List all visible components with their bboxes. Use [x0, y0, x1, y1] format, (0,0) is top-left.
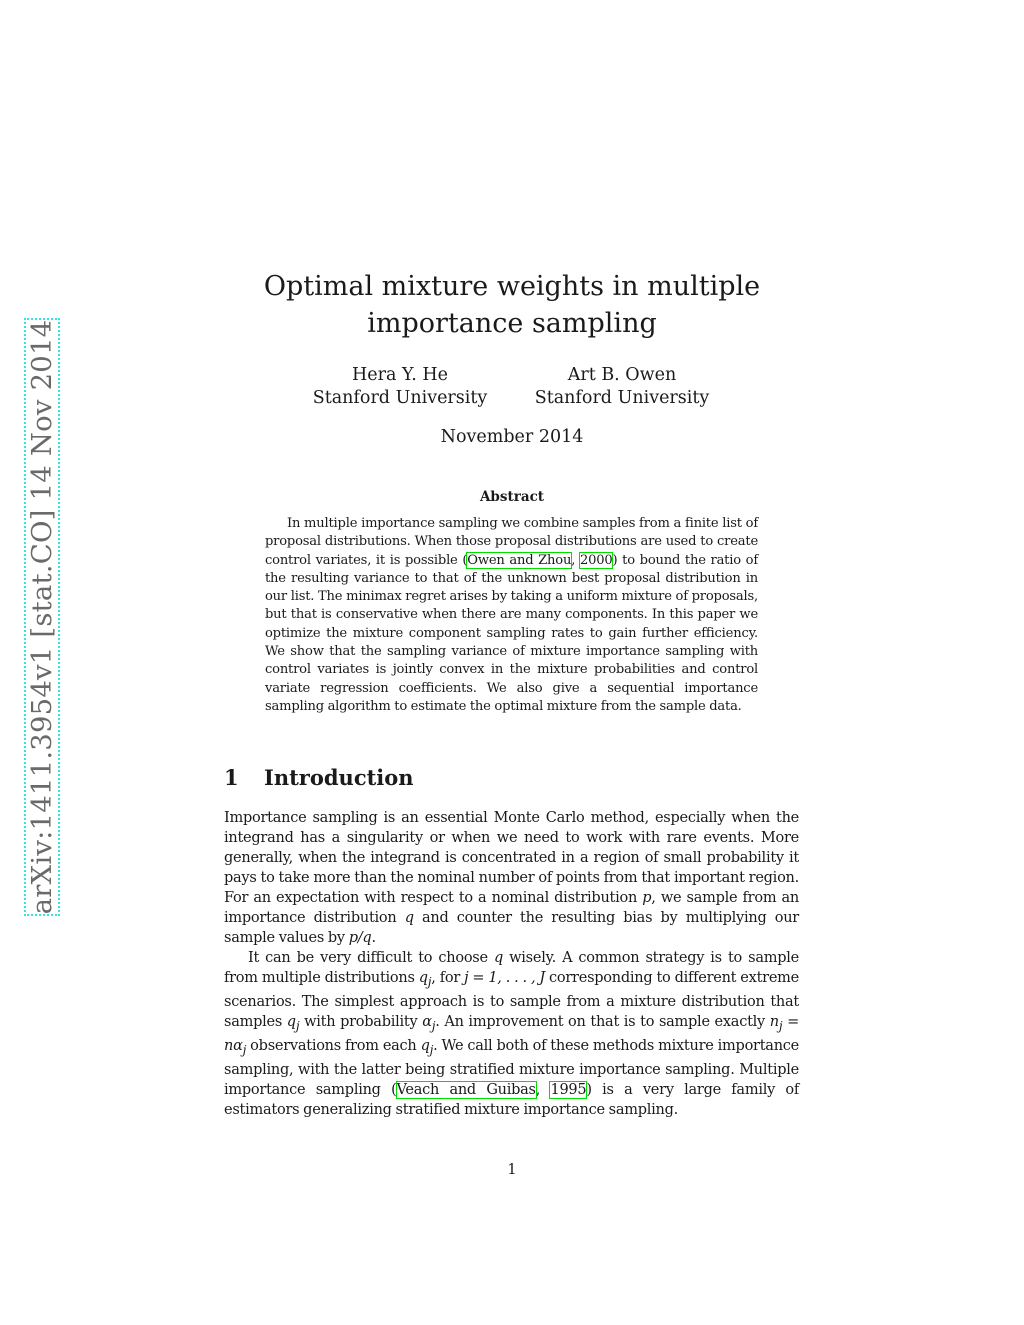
text-run: ) is a very large family of estimators generalizing stratified mixture importance sampling.	[224, 1081, 799, 1118]
text-run: wisely. A common strategy is to sample from multiple distributions	[224, 950, 799, 986]
citation-separator: ,	[535, 1081, 551, 1098]
author-block	[522, 364, 722, 410]
math-subscript: j	[429, 1042, 434, 1057]
math-expression: = nα	[224, 1013, 800, 1054]
abstract-heading: Abstract	[479, 489, 545, 505]
section-heading	[224, 765, 414, 790]
text-run: with probability	[299, 1013, 423, 1030]
text-run: Importance sampling is an essential Monte Carlo method, especially when the integrand has a singularity or when we need to work with rare events. More generally, when the integrand is concentrated in a region of small probability it pays to take more than the nominal number of points from that important region. For an expectation with respect to a nominal distribution	[224, 810, 799, 906]
citation-year-link[interactable]	[580, 553, 613, 568]
text-run: . We call both of these methods mixture importance sampling, with the latter being stratified mixture importance sampling. Multiple importance sampling (	[224, 1037, 799, 1098]
abstract-text-part: ) to bound the ratio of the resulting variance to that of the unknown best proposal distribution in our list. The minimax regret arises by taking a uniform mixture of proposals, but that is conservative when there are many components. In this paper we optimize the mixture component sampling rates to gain further efficiency. We show that the sampling variance of mixture importance sampling with control variates is jointly convex in the mixture probabilities and control variate regression coefficients. We also give a sequential importance sampling algorithm to estimate the optimal mixture from the sample data.	[265, 552, 759, 714]
paragraph	[224, 808, 799, 948]
citation-year-link[interactable]	[550, 1082, 586, 1098]
math-symbol: q	[286, 1013, 296, 1030]
text-run: It can be very difficult to choose	[248, 950, 494, 966]
citation-year: 2000	[579, 552, 613, 568]
math-subscript: j	[778, 1018, 783, 1033]
math-subscript: j	[295, 1018, 300, 1033]
paper-title: Optimal mixture weights in multiple importance sampling	[263, 271, 761, 339]
math-subscript: j	[431, 1018, 436, 1033]
math-symbol: p/q	[348, 930, 372, 946]
abstract-text	[265, 515, 758, 716]
math-symbol: n	[769, 1013, 779, 1030]
author-affiliation: Stanford University	[312, 388, 488, 408]
math-symbol: q	[404, 910, 414, 926]
paragraph	[224, 948, 799, 1120]
arxiv-stamp	[24, 318, 60, 916]
text-run: corresponding to different extreme scenarios. The simplest approach is to sample from a mixture distribution that samples	[224, 970, 799, 1030]
math-symbol: q	[420, 1037, 430, 1054]
text-run: observations from each	[246, 1037, 421, 1054]
math-symbol: q	[418, 970, 428, 986]
text-run: and counter the resulting bias by multiplying our sample values by	[224, 910, 799, 946]
math-subscript: j	[242, 1042, 247, 1057]
section-number: 1	[224, 765, 239, 790]
abstract-text-part: In multiple importance sampling we combine samples from a finite list of proposal distributions. When those proposal distributions are used to create control variates, it is possible (	[265, 516, 758, 568]
citation-separator: ,	[571, 552, 580, 568]
citation-authors: Veach and Guibas	[396, 1081, 536, 1098]
author-name: Hera Y. He	[351, 365, 449, 385]
author-affiliation: Stanford University	[534, 388, 710, 408]
math-symbol: p	[642, 890, 652, 906]
math-symbol: q	[493, 950, 503, 966]
arxiv-identifier: arXiv:1411.3954v1 [stat.CO] 14 Nov 2014	[26, 319, 58, 915]
text-run: . An improvement on that is to sample exactly	[435, 1013, 770, 1030]
section-title: Introduction	[264, 765, 414, 790]
author-block	[300, 364, 500, 410]
citation-year: 1995	[550, 1081, 587, 1098]
citation-link[interactable]	[467, 553, 571, 568]
math-subscript: j	[427, 974, 432, 989]
citation-link[interactable]	[397, 1082, 536, 1098]
paper-date: November 2014	[440, 427, 584, 447]
citation-authors: Owen and Zhou	[467, 552, 572, 568]
math-symbol: α	[422, 1013, 432, 1030]
author-name: Art B. Owen	[567, 365, 677, 385]
text-run: , for	[431, 970, 465, 986]
page-number: 1	[507, 1162, 517, 1178]
math-expression: j = 1, . . . , J	[464, 970, 545, 986]
text-run: .	[371, 930, 376, 946]
text-run: , we sample from an importance distribution	[224, 890, 799, 926]
section-body	[224, 808, 799, 1120]
